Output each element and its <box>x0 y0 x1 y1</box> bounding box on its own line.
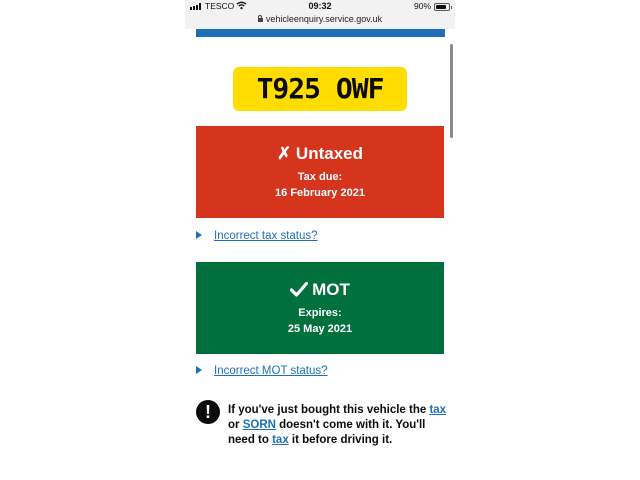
tax-status-panel <box>196 126 444 218</box>
sorn-link[interactable]: SORN <box>242 419 276 431</box>
tax-status-title: ✗ Untaxed <box>276 144 364 163</box>
triangle-right-icon <box>196 366 202 374</box>
tax-link[interactable]: tax <box>429 404 447 416</box>
mot-expires-label: Expires: <box>298 307 342 319</box>
mot-title-text: MOT <box>312 280 350 299</box>
carrier-name: TESCO <box>205 1 235 11</box>
warning-text: If you've just bought this vehicle the tax or SORN doesn't come with it. You'll need to tax it before driving it. <box>228 404 447 446</box>
tax-due-date: 16 February 2021 <box>275 187 365 199</box>
url-text: vehicleenquiry.service.gov.uk <box>265 14 383 24</box>
incorrect-tax-link[interactable]: Incorrect tax status? <box>214 230 318 242</box>
tax-link-2[interactable]: tax <box>272 434 289 446</box>
battery-icon <box>434 3 450 11</box>
warning-icon: ! <box>196 400 220 424</box>
triangle-right-icon <box>196 231 202 239</box>
clock: 09:32 <box>308 1 332 11</box>
header-stripe <box>196 29 445 37</box>
phone-screen <box>185 0 455 480</box>
mot-expires-date: 25 May 2021 <box>287 323 353 335</box>
incorrect-mot-link[interactable]: Incorrect MOT status? <box>214 365 328 377</box>
registration-plate: T925 OWF <box>233 67 407 111</box>
address-bar[interactable] <box>185 13 455 29</box>
checkmark-icon <box>290 282 308 297</box>
tax-due-label: Tax due: <box>297 171 343 183</box>
lock-icon <box>258 18 263 22</box>
mot-status-title <box>196 280 444 300</box>
mot-status-panel <box>196 262 444 354</box>
incorrect-tax-details[interactable] <box>196 230 318 242</box>
status-bar <box>185 0 455 13</box>
scrollbar[interactable] <box>450 44 453 138</box>
battery-percentage: 90% <box>413 1 431 11</box>
incorrect-mot-details[interactable] <box>196 365 328 377</box>
